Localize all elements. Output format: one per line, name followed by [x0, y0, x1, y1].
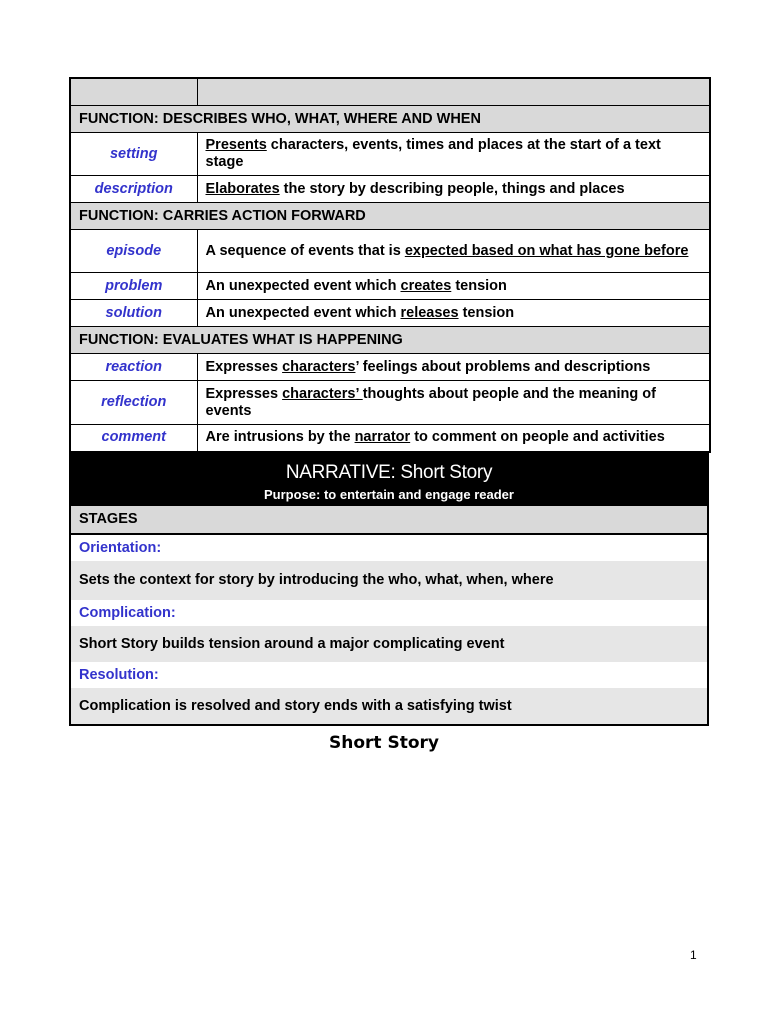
row-description: Presents characters, events, times and places at the start of a text stage — [197, 133, 710, 176]
table-row — [70, 300, 710, 327]
row-description: Are intrusions by the narrator to comment on people and activities — [197, 425, 710, 452]
section-heading-text: FUNCTION: EVALUATES WHAT IS HAPPENING — [70, 327, 710, 354]
row-description: Expresses characters’ thoughts about people and the meaning of events — [197, 381, 710, 425]
row-label: reaction — [70, 354, 197, 381]
empty-header-row — [70, 78, 710, 106]
section-heading — [70, 327, 710, 354]
row-label: problem — [70, 273, 197, 300]
narrative-purpose: Purpose: to entertain and engage reader — [264, 486, 514, 502]
stages-heading: STAGES — [71, 506, 707, 535]
narrative-title: NARRATIVE: Short Story — [285, 461, 493, 483]
section-heading-text: FUNCTION: DESCRIBES WHO, WHAT, WHERE AND WHEN — [70, 106, 710, 133]
table-row — [70, 425, 710, 452]
narrative-banner — [69, 453, 709, 506]
section-heading — [70, 106, 710, 133]
row-label: reflection — [70, 381, 197, 425]
row-description: Expresses characters’ feelings about problems and descriptions — [197, 354, 710, 381]
row-description: Elaborates the story by describing people, things and places — [197, 176, 710, 203]
row-description: An unexpected event which creates tension — [197, 273, 710, 300]
stage-description: Short Story builds tension around a major complicating event — [71, 626, 707, 662]
stage-label: Resolution: — [79, 666, 159, 683]
stages-box — [69, 506, 709, 726]
row-description: An unexpected event which releases tension — [197, 300, 710, 327]
row-label: comment — [70, 425, 197, 452]
page-number: 1 — [690, 948, 697, 962]
stage-description: Sets the context for story by introducing the who, what, when, where — [71, 561, 707, 600]
section-heading-text: FUNCTION: CARRIES ACTION FORWARD — [70, 203, 710, 230]
page-caption: Short Story — [329, 733, 439, 753]
table-row — [70, 381, 710, 425]
row-description: A sequence of events that is expected based on what has gone before — [197, 230, 710, 273]
stage-label: Complication: — [79, 604, 176, 621]
table-row — [70, 133, 710, 176]
row-label: setting — [70, 133, 197, 176]
section-heading — [70, 203, 710, 230]
table-row — [70, 230, 710, 273]
table-row — [70, 354, 710, 381]
row-label: description — [70, 176, 197, 203]
row-label: episode — [70, 230, 197, 273]
stage-description: Complication is resolved and story ends with a satisfying twist — [71, 688, 707, 724]
stage-label: Orientation: — [79, 539, 162, 556]
functions-table — [69, 77, 711, 453]
document-body — [69, 77, 709, 726]
table-row — [70, 176, 710, 203]
table-row — [70, 273, 710, 300]
row-label: solution — [70, 300, 197, 327]
